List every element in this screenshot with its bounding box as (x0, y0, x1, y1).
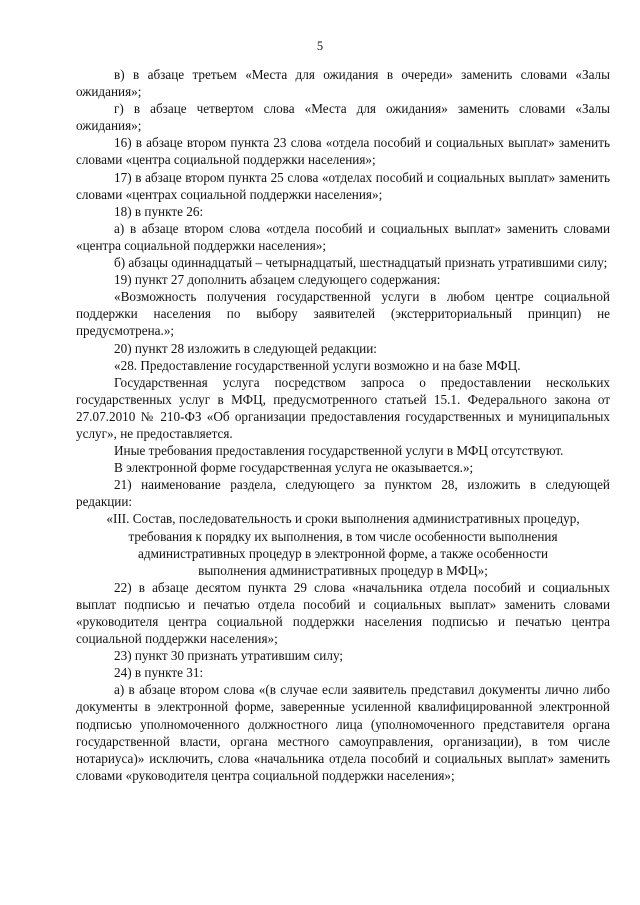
document-body (76, 66, 610, 784)
paragraph: 24) в пункте 31: (114, 665, 204, 681)
paragraph: б) абзацы одиннадцатый – четырнадцатый, шестнадцатый признать утратившими силу; (114, 255, 608, 271)
paragraph: г) в абзаце четвертом слова «Места для ожидания» заменить словами «Залы ожидания»; (76, 101, 610, 134)
paragraph: 20) пункт 28 изложить в следующей редакции: (114, 340, 377, 356)
paragraph: 21) наименование раздела, следующего за пунктом 28, изложить в следующей редакции: (76, 477, 610, 510)
paragraph: 18) в пункте 26: (114, 203, 204, 219)
paragraph: В электронной форме государственная услуга не оказывается.»; (114, 460, 474, 476)
paragraph: 16) в абзаце втором пункта 23 слова «отдела пособий и социальных выплат» заменить словами «центра социальной поддержки населения»; (76, 135, 610, 168)
paragraph: Иные требования предоставления государственной услуги в МФЦ отсутствуют. (114, 443, 564, 459)
page-number: 5 (316, 39, 324, 53)
section-heading: «III. Состав, последовательность и сроки выполнения административных процедур, требования к порядку их выполнения, в том числе особенности выполнения административных процедур в электронной форме, а также особенности выполнения административных процедур в МФЦ»; (106, 511, 580, 578)
paragraph: 23) пункт 30 признать утратившим силу; (114, 648, 344, 664)
paragraph: «28. Предоставление государственной услуги возможно и на базе МФЦ. (114, 357, 521, 373)
paragraph: 22) в абзаце десятом пункта 29 слова «начальника отдела пособий и социальных выплат подписью и печатью отдела пособий и социальных выплат» заменить словами «руководителя центра социальной поддержки населения подписью и печатью центра социальной поддержки населения»; (76, 579, 610, 647)
paragraph: Государственная услуга посредством запроса о предоставлении нескольких государственных услуг в МФЦ, предусмотренного статьей 15.1. Федерального закона от 27.07.2010 № 210-ФЗ «Об организации предоставления государственных и муниципальных услуг», не предоставляется. (76, 374, 610, 441)
paragraph: в) в абзаце третьем «Места для ожидания в очереди» заменить словами «Залы ожидания»; (76, 67, 610, 100)
paragraph: а) в абзаце втором слова «(в случае если заявитель представил документы лично либо документы в электронной форме, заверенные усиленной квалифицированной электронной подписью уполномоченного должностного лица (уполномоченного представителя органа государственной власти, органа местного самоуправления, организации), в том числе нотариуса)» исключить, слова «начальника отдела пособий и социальных выплат» заменить словами «руководителя центра социальной поддержки населения»; (76, 682, 610, 783)
paragraph: 19) пункт 27 дополнить абзацем следующего содержания: (114, 272, 441, 288)
paragraph: «Возможность получения государственной услуги в любом центре социальной поддержки населения по выбору заявителей (экстерриториальный принцип) не предусмотрена.»; (76, 289, 610, 339)
paragraph: а) в абзаце втором слова «отдела пособий и социальных выплат» заменить словами «центра социальной поддержки населения»; (76, 220, 610, 253)
paragraph: 17) в абзаце втором пункта 25 слова «отделах пособий и социальных выплат» заменить словами «центрах социальной поддержки населения»; (76, 169, 610, 202)
